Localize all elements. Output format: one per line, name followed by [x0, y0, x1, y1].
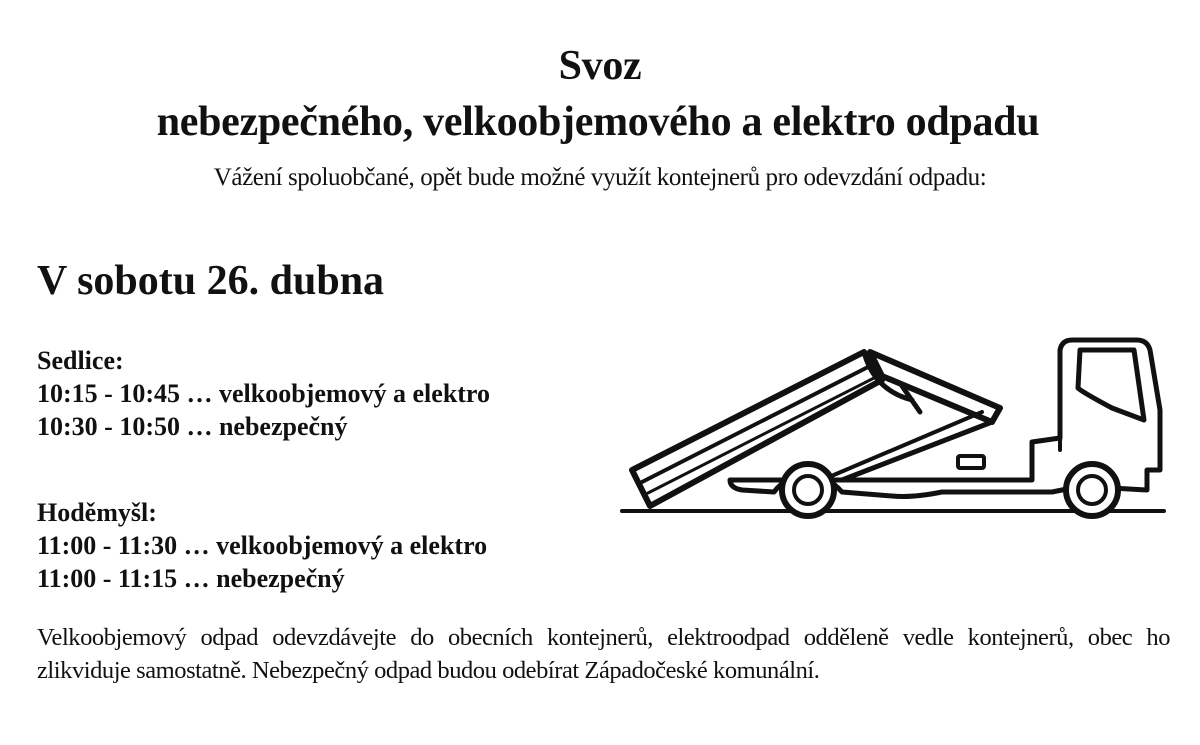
- time-slot: 11:00 - 11:30 … velkoobjemový a elektro: [37, 531, 488, 560]
- info-paragraph: Velkoobjemový odpad odevzdávejte do obecních kontejnerů, elektroodpad odděleně vedle kontejnerů, obec ho zlikviduje samostatně. Nebezpečný odpad budou odebírat Západočeské komunální.: [37, 624, 1170, 684]
- time-slot: 10:15 - 10:45 … velkoobjemový a elektro: [37, 379, 491, 408]
- date-heading: V sobotu 26. dubna: [37, 258, 385, 304]
- greeting-text: Vážení spoluobčané, opět bude možné využít kontejnerů pro odevzdání odpadu:: [213, 164, 987, 191]
- page-title: Svoz: [558, 43, 642, 89]
- container-truck-icon: [612, 330, 1172, 525]
- time-slot: 11:00 - 11:15 … nebezpečný: [37, 564, 345, 593]
- time-slot: 10:30 - 10:50 … nebezpečný: [37, 412, 348, 441]
- schedule-block-sedlice: [37, 344, 490, 443]
- village-name: Sedlice:: [37, 346, 124, 375]
- page-title-subline: nebezpečného, velkoobjemového a elektro odpadu: [156, 99, 1040, 145]
- village-name: Hoděmyšl:: [37, 498, 157, 527]
- schedule-block-hodemysl: [37, 496, 487, 595]
